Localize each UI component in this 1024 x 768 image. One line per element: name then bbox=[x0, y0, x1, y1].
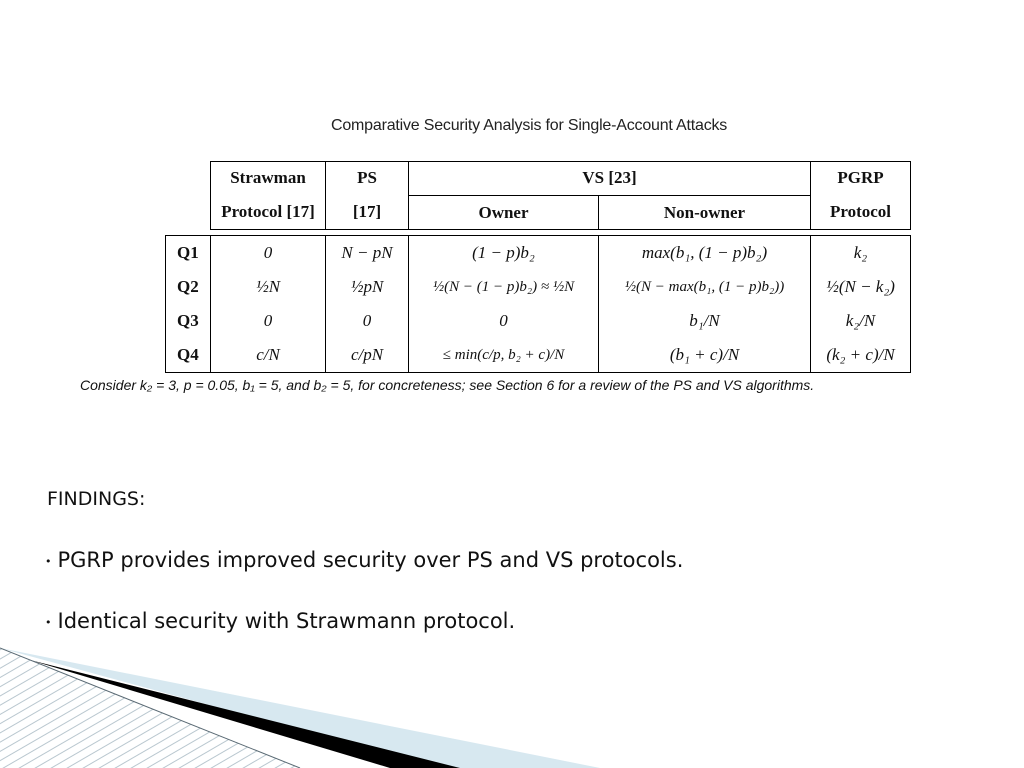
header-vs-owner: Owner bbox=[478, 202, 529, 222]
finding-bullet-2 bbox=[45, 609, 515, 633]
header-pgrp-line2: Protocol bbox=[829, 202, 892, 221]
table-cell: (k₂ + c)/N bbox=[826, 345, 895, 364]
table-cell: 0 bbox=[362, 311, 372, 330]
header-vs: VS [23] bbox=[582, 168, 637, 187]
table-title: Comparative Security Analysis for Single-Account Attacks bbox=[331, 117, 728, 134]
row-label: Q1 bbox=[177, 243, 199, 262]
table-cell: k₂/N bbox=[845, 311, 876, 330]
table-cell: ½N bbox=[255, 277, 281, 296]
security-analysis-table bbox=[165, 161, 911, 373]
table-border bbox=[210, 229, 911, 230]
header-strawman-line1: Strawman bbox=[230, 168, 306, 187]
header-ps-line1: PS bbox=[357, 168, 377, 187]
table-border bbox=[910, 235, 911, 373]
header-vs-nonowner: Non-owner bbox=[663, 202, 746, 222]
table-cell: 0 bbox=[499, 311, 508, 330]
slide-corner-decoration bbox=[0, 640, 1024, 768]
row-label: Q4 bbox=[177, 345, 199, 364]
header-ps-line2: [17] bbox=[352, 202, 382, 221]
row-label: Q2 bbox=[177, 277, 199, 296]
table-cell: ½(N − (1 − p)b₂) ≈ ½N bbox=[432, 278, 575, 295]
finding-bullet-1 bbox=[45, 548, 683, 572]
table-cell: ½(N − max(b₁, (1 − p)b₂)) bbox=[624, 278, 785, 295]
finding-text: Identical security with Strawmann protocol. bbox=[57, 609, 516, 633]
table-border bbox=[910, 161, 911, 229]
table-cell: b₁/N bbox=[689, 311, 720, 330]
table-cell: max(b₁, (1 − p)b₂) bbox=[641, 243, 768, 262]
table-cell: ½pN bbox=[350, 277, 384, 296]
table-cell: N − pN bbox=[341, 243, 393, 262]
table-cell: (b₁ + c)/N bbox=[669, 345, 740, 364]
bullet-icon: • bbox=[45, 554, 52, 568]
table-cell: ≤ min(c/p, b₂ + c)/N bbox=[442, 346, 565, 363]
row-label: Q3 bbox=[177, 311, 199, 330]
finding-text: PGRP provides improved security over PS and VS protocols. bbox=[57, 548, 684, 572]
table-cell: k₂ bbox=[853, 243, 868, 262]
header-pgrp-line1: PGRP bbox=[837, 168, 884, 187]
table-note: Consider k₂ = 3, p = 0.05, b₁ = 5, and b₂ = 5, for concreteness; see Section 6 for a review of the PS and VS algorithms. bbox=[80, 377, 815, 393]
table-border bbox=[165, 372, 911, 373]
table-cell: ½(N − k₂) bbox=[826, 277, 895, 296]
table-cell: 0 bbox=[263, 311, 273, 330]
bullet-icon: • bbox=[45, 615, 52, 629]
table-cell: 0 bbox=[263, 243, 273, 262]
table-cell: c/N bbox=[256, 345, 280, 364]
findings-title: FINDINGS: bbox=[47, 488, 146, 510]
header-strawman-line2: Protocol [17] bbox=[221, 202, 315, 221]
table-cell: (1 − p)b₂ bbox=[472, 243, 535, 262]
table-cell: c/pN bbox=[350, 345, 384, 364]
